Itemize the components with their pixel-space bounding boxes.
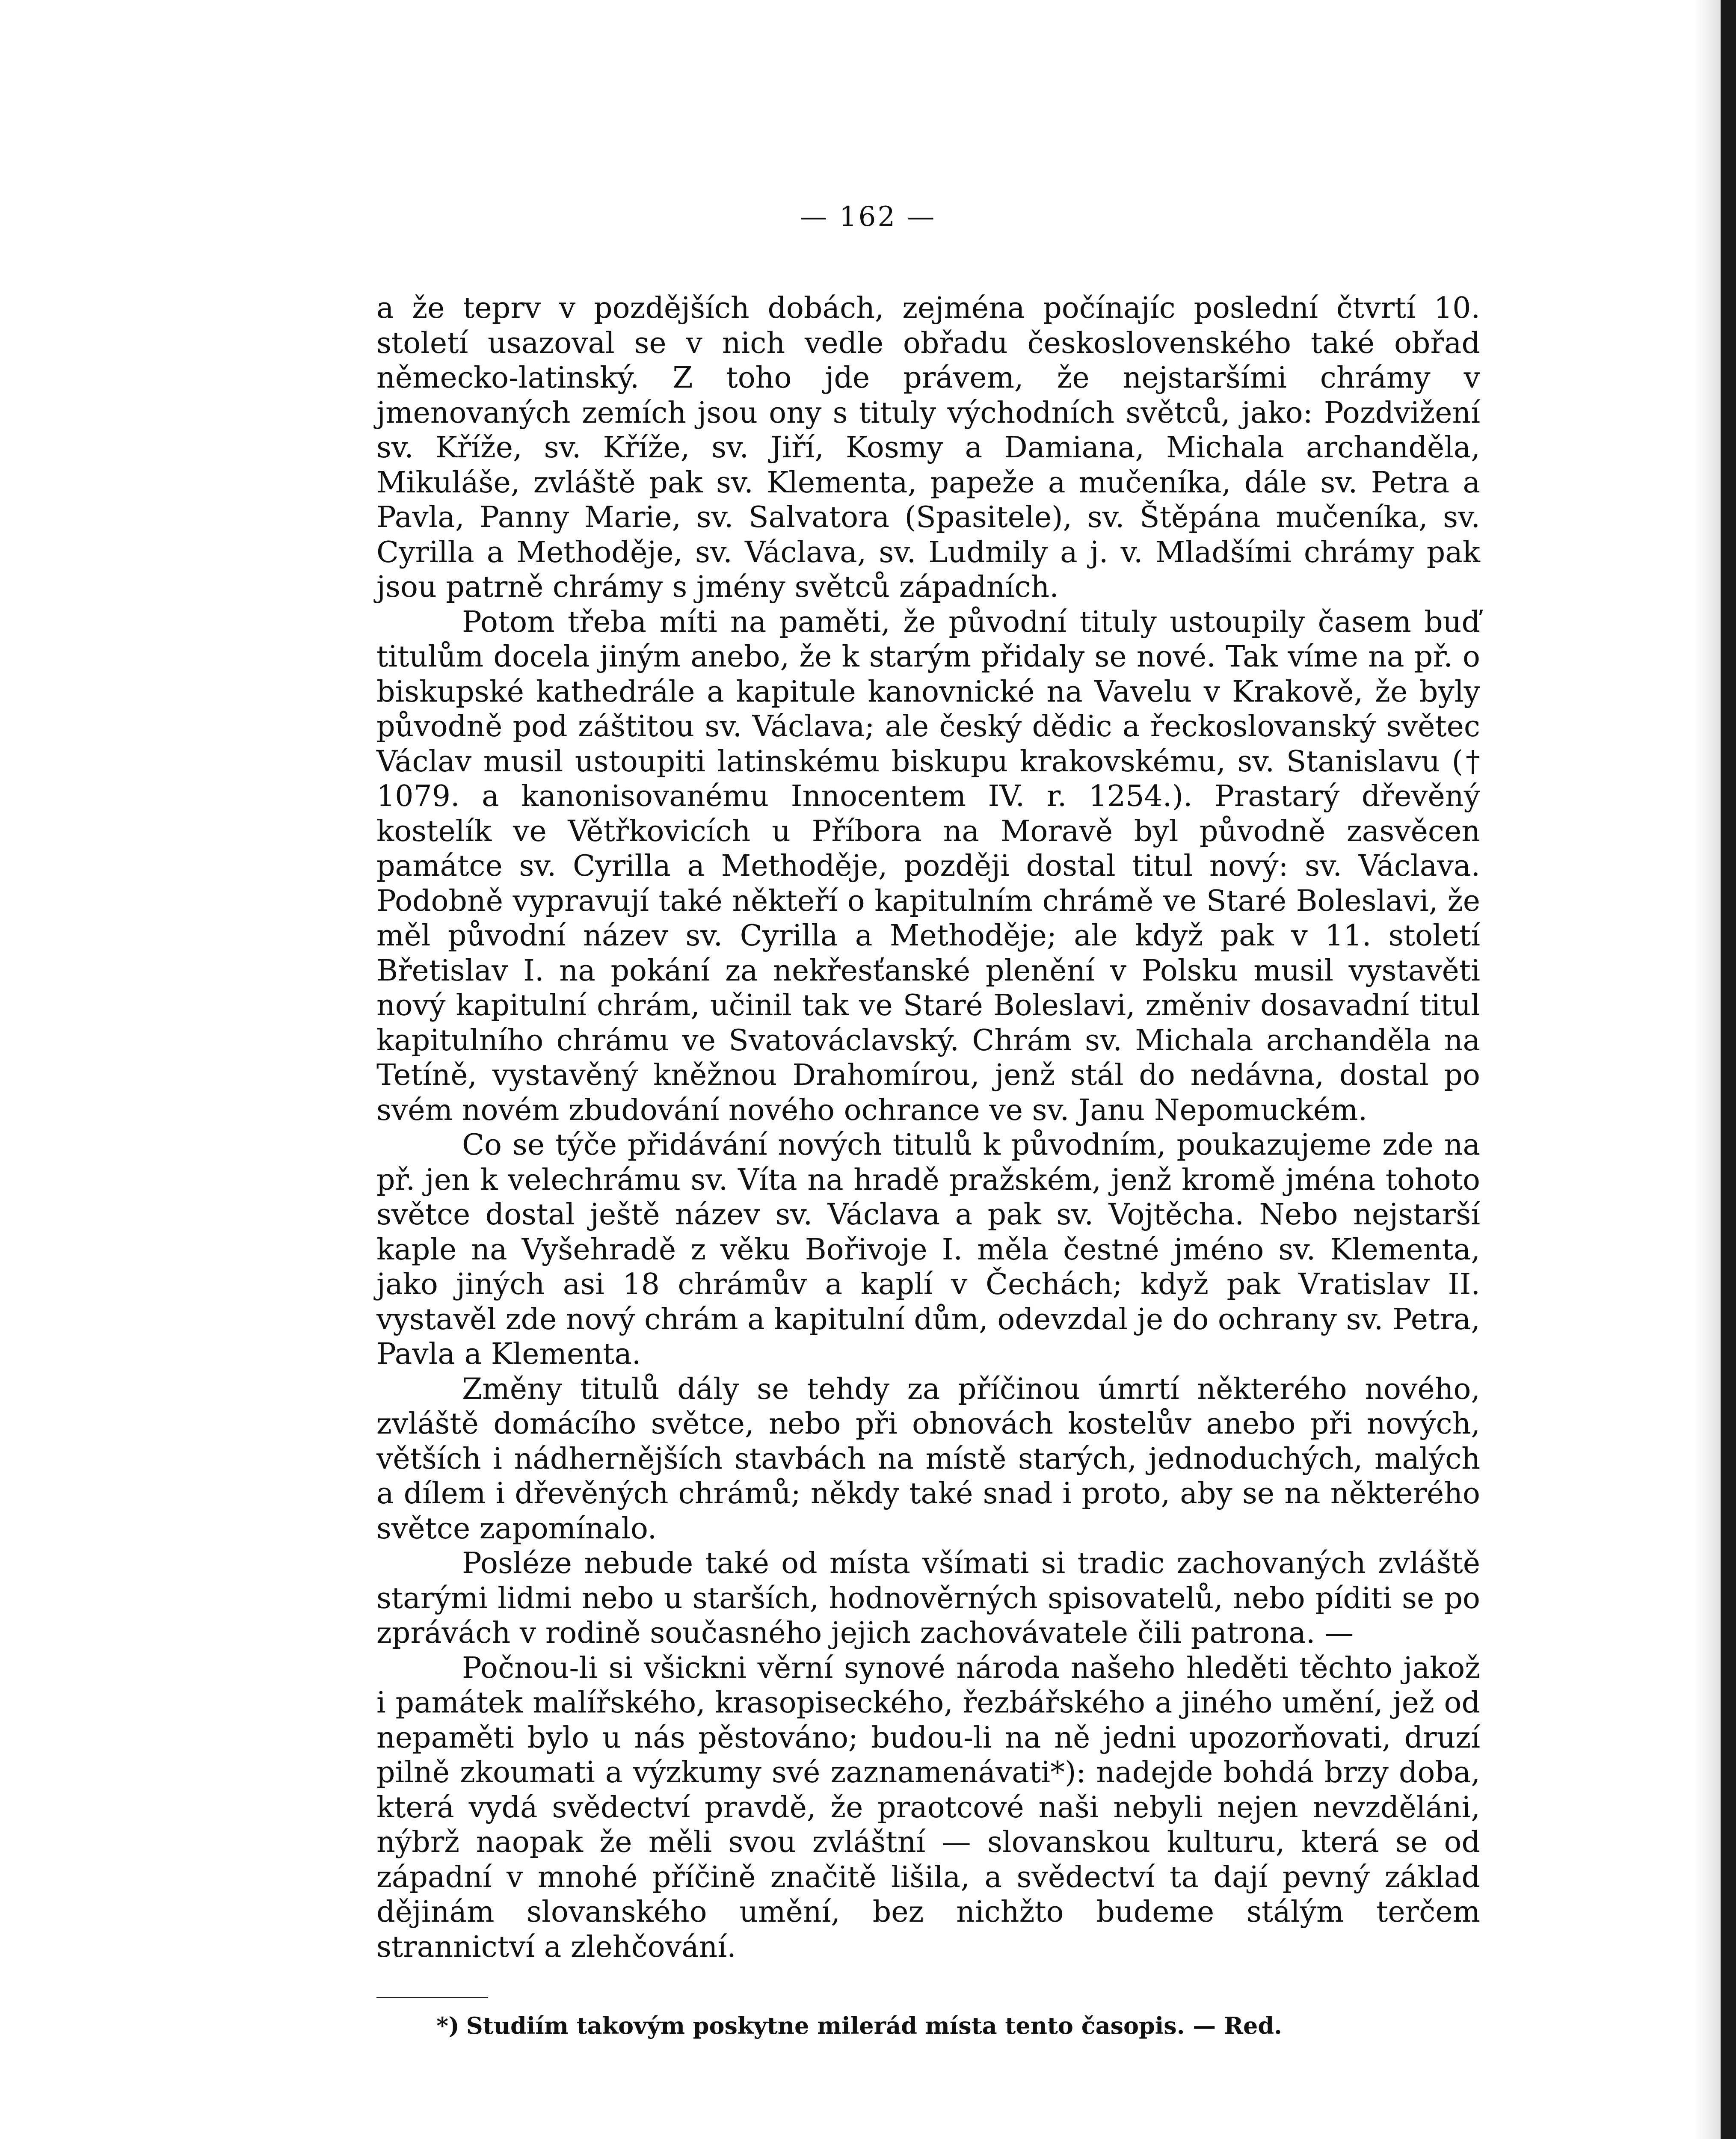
scan-edge [1721,0,1736,2139]
paragraph-6: Počnou-li si všickni věrní synové národa našeho hleděti těchto jakož i památek malířského, krasopiseckého, řezbářského a jiného umění, jež od nepaměti bylo u nás pěstováno; budou-li na ně jedni upozorňovati, druzí pilně zkoumati a výzkumy své zaznamenávati*): nadejde bohdá brzy doba, která vydá svědectví pravdě, že praotcové naši nebyli nejen nevzděláni, nýbrž naopak že měli svou zvláštní — slovanskou kulturu, která se od západní v mnohé příčině značitě lišila, a svědectví ta dají pevný základ dějinám slovanského umění, bez nichžto budeme stálým terčem strannictví a zlehčování. [376,1651,1480,1964]
paragraph-1: a že teprv v pozdějších dobách, zejména počínajíc poslední čtvrtí 10. století usazoval se v nich vedle obřadu československého také obřad německo-latinský. Z toho jde právem, že nejstaršími chrámy v jmenovaných zemích jsou ony s tituly východních světců, jako: Pozdvižení sv. Kříže, sv. Kříže, sv. Jiří, Kosmy a Damiana, Michala archanděla, Mikuláše, zvláště pak sv. Klementa, papeže a mučeníka, dále sv. Petra a Pavla, Panny Marie, sv. Salvatora (Spasitele), sv. Štěpána mučeníka, sv. Cyrilla a Methoděje, sv. Václava, sv. Ludmily a j. v. Mladšími chrámy pak jsou patrně chrámy s jmény světců západních. [376,291,1480,604]
scan-edge-shadow [1695,0,1721,2139]
page-number: — 162 — [800,201,936,233]
paragraph-4: Změny titulů dály se tehdy za příčinou úmrtí některého nového, zvláště domácího světce, nebo při obnovách kostelův anebo při nových, větších i nádhernějších stavbách na místě starých, jednoduchých, malých a dílem i dřevěných chrámů; někdy také snad i proto, aby se na některého světce zapomínalo. [376,1372,1480,1546]
paragraph-2: Potom třeba míti na paměti, že původní tituly ustoupily časem buď titulům docela jiným anebo, že k starým přidaly se nové. Tak víme na př. o biskupské kathedrále a kapitule kanovnické na Vavelu v Krakově, že byly původně pod záštitou sv. Václava; ale český dědic a řeckoslovanský světec Václav musil ustoupiti latinskému biskupu krakovskému, sv. Stanislavu († 1079. a kanonisovanému Innocentem IV. r. 1254.). Prastarý dřevěný kostelík ve Větřkovicích u Příbora na Moravě byl původně zasvěcen památce sv. Cyrilla a Methoděje, později dostal titul nový: sv. Václava. Podobně vypravují také někteří o kapitulním chrámě ve Staré Boleslavi, že měl původní název sv. Cyrilla a Methoděje; ale když pak v 11. století Břetislav I. na pokání za nekřesťanské plenění v Polsku musil vystavěti nový kapitulní chrám, učinil tak ve Staré Boleslavi, změniv dosavadní titul kapitulního chrámu ve Svatováclavský. Chrám sv. Michala archanděla na Tetíně, vystavěný kněžnou Drahomírou, jenž stál do nedávna, dostal po svém novém zbudování nového ochrance ve sv. Janu Nepomuckém. [376,605,1480,1127]
body-text [376,291,1480,1964]
paragraph-3: Co se týče přidávání nových titulů k původním, poukazujeme zde na př. jen k velechrámu sv. Víta na hradě pražském, jenž kromě jména tohoto světce dostal ještě název sv. Václava a pak sv. Vojtěcha. Nebo nejstarší kaple na Vyšehradě z věku Bořivoje I. měla čestné jméno sv. Klementa, jako jiných asi 18 chrámův a kaplí v Čechách; když pak Vratislav II. vystavěl zde nový chrám a kapitulní dům, odevzdal je do ochrany sv. Petra, Pavla a Klementa. [376,1128,1480,1371]
paragraph-5: Posléze nebude také od místa všímati si tradic zachovaných zvláště starými lidmi nebo u starších, hodnověrných spisovatelů, nebo píditi se po zprávách v rodině současného jejich zachovávatele čili patrona. — [376,1546,1480,1650]
footnote-mark: *) [436,2012,459,2039]
footnote-divider [376,1997,488,1998]
footnote-text: Studiím takovým poskytne milerád místa tento časopis. — Red. [466,2012,1282,2039]
footnote [436,2011,1420,2041]
